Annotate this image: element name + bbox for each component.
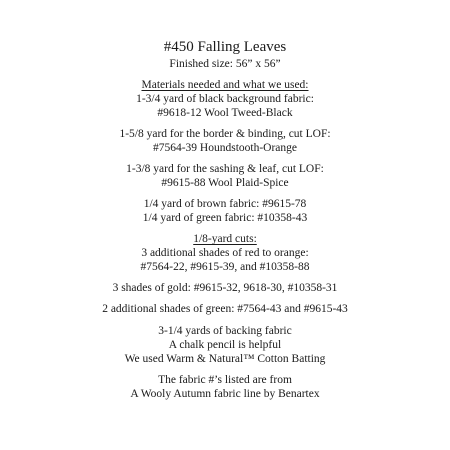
pattern-title: #450 Falling Leaves [163, 39, 287, 55]
sashing-fabric-amount: 1-3/8 yard for the sashing & leaf, cut LOF: [126, 163, 324, 175]
green-fabric: 1/4 yard of green fabric: #10358-43 [142, 212, 308, 224]
chalk-pencil-note: A chalk pencil is helpful [168, 339, 282, 351]
red-shades-codes: #7564-22, #9615-39, and #10358-88 [140, 261, 310, 273]
background-fabric-amount: 1-3/4 yard of black background fabric: [136, 93, 314, 105]
fabric-line-note: The fabric #’s listed are from [158, 374, 292, 386]
backing-fabric: 3-1/4 yards of backing fabric [158, 325, 292, 337]
border-fabric-amount: 1-5/8 yard for the border & binding, cut LOF: [119, 128, 331, 140]
materials-heading: Materials needed and what we used: [141, 79, 309, 91]
brown-fabric: 1/4 yard of brown fabric: #9615-78 [143, 198, 307, 210]
background-fabric-code: #9618-12 Wool Tweed-Black [157, 107, 293, 119]
border-fabric-code: #7564-39 Houndstooth-Orange [152, 142, 298, 154]
gold-shades: 3 shades of gold: #9615-32, 9618-30, #10358-31 [112, 282, 338, 294]
batting-note: We used Warm & Natural™ Cotton Batting [124, 353, 326, 365]
red-shades-amount: 3 additional shades of red to orange: [141, 247, 309, 259]
green-shades: 2 additional shades of green: #7564-43 and #9615-43 [102, 303, 348, 315]
sashing-fabric-code: #9615-88 Wool Plaid-Spice [161, 177, 289, 189]
fabric-line-name: A Wooly Autumn fabric line by Benartex [130, 388, 320, 400]
eighth-yard-heading: 1/8-yard cuts: [193, 233, 257, 245]
finished-size: Finished size: 56” x 56” [169, 58, 281, 70]
